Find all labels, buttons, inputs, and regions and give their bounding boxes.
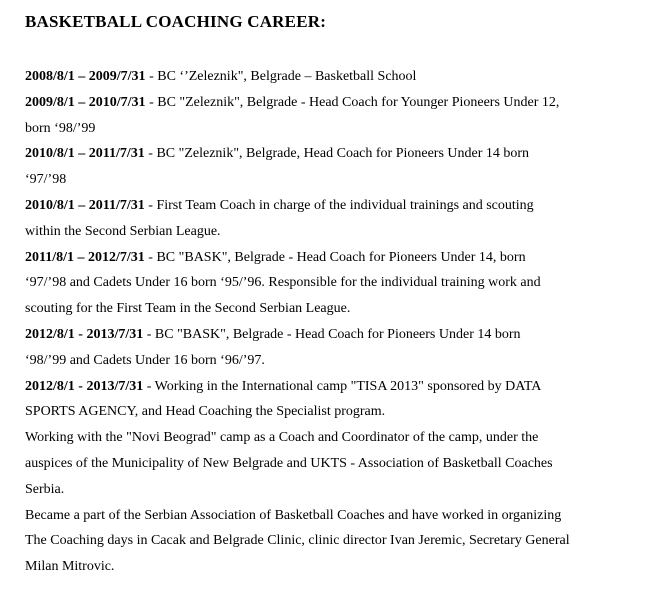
line-text: - BC "BASK", Belgrade - Head Coach for Pioneers Under 14 born [143,326,521,342]
line-text: Milan Mitrovic. [25,559,115,575]
line-text: - BC "Zeleznik", Belgrade, Head Coach for Pioneers Under 14 born [144,146,530,162]
line-text: The Coaching days in Cacak and Belgrade Clinic, clinic director Ivan Jeremic, Secretary General [25,533,570,549]
text-line [25,167,645,193]
line-text: - BC "Zeleznik", Belgrade - Head Coach for Younger Pioneers Under 12, [145,94,560,110]
date-range: 2010/8/1 – 2011/7/31 [25,146,145,162]
line-text: - Working in the International camp "TISA 2013" sponsored by DATA [143,378,542,394]
line-text: within the Second Serbian League. [25,223,221,239]
date-range: 2010/8/1 – 2011/7/31 [25,197,145,213]
text-line [25,451,645,477]
text-line [25,554,645,580]
text-line [25,296,645,322]
line-text: ‘97/’98 [25,172,67,188]
text-line [25,477,645,503]
line-text: Became a part of the Serbian Association of Basketball Coaches and have worked in organizing [25,507,562,523]
line-text: - First Team Coach in charge of the individual trainings and scouting [144,197,534,213]
text-line [25,64,645,90]
text-line [25,348,645,374]
line-text: scouting for the First Team in the Second Serbian League. [25,301,351,317]
career-text [25,64,645,580]
text-line [25,322,645,348]
line-text: Working with the "Novi Beograd" camp as a Coach and Coordinator of the camp, under the [25,430,539,446]
text-line [25,141,645,167]
line-text: ‘97/’98 and Cadets Under 16 born ‘95/’96. Responsible for the individual training work and [25,275,541,291]
date-range: 2009/8/1 – 2010/7/31 [25,94,146,110]
line-text: - BC "BASK", Belgrade - Head Coach for Pioneers Under 14, born [144,249,526,265]
text-line [25,425,645,451]
line-text: born ‘98/’99 [25,120,96,136]
text-line [25,270,645,296]
text-line [25,503,645,529]
text-line [25,399,645,425]
line-text: auspices of the Municipality of New Belgrade and UKTS - Association of Basketball Coaches [25,455,553,471]
text-line [25,219,645,245]
date-range: 2012/8/1 - 2013/7/31 [25,378,144,394]
date-range: 2011/8/1 – 2012/7/31 [25,249,145,265]
text-line [25,374,645,400]
line-text: - BC ‘’Zeleznik", Belgrade – Basketball School [145,69,417,84]
text-line [25,528,645,554]
text-line [25,90,645,116]
text-line [25,193,645,219]
line-text: SPORTS AGENCY, and Head Coaching the Specialist program. [25,404,386,420]
section-heading: BASKETBALL COACHING CAREER: [25,12,327,31]
text-line [25,245,645,271]
date-range: 2012/8/1 - 2013/7/31 [25,326,144,342]
date-range: 2008/8/1 – 2009/7/31 [25,69,146,84]
line-text: ‘98/’99 and Cadets Under 16 born ‘96/’97. [25,352,265,368]
line-text: Serbia. [25,481,65,497]
text-line [25,116,645,142]
